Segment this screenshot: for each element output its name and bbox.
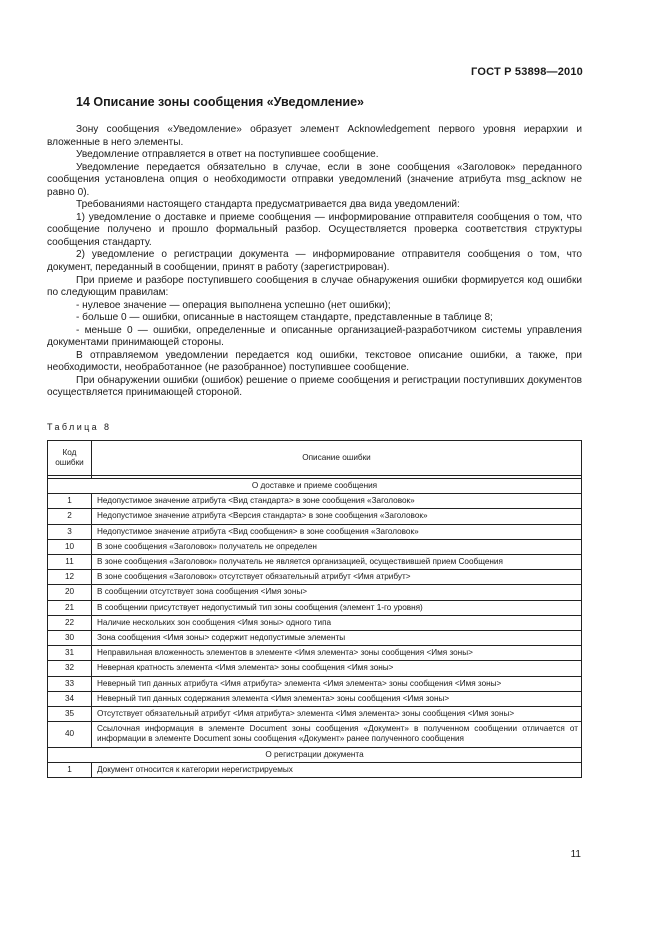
group-title-delivery: О доставке и приеме сообщения bbox=[48, 479, 582, 494]
error-code-cell: 12 bbox=[48, 570, 92, 585]
error-description-cell: В зоне сообщения «Заголовок» получатель не определен bbox=[92, 539, 582, 554]
paragraph: В отправляемом уведомлении передается код ошибки, текстовое описание ошибки, а также, при необходимости, необработанное (не разобранное) поступившее сообщение. bbox=[47, 349, 582, 374]
error-description-cell: В сообщении отсутствует зона сообщения <Имя зоны> bbox=[92, 585, 582, 600]
paragraph: 1) уведомление о доставке и приеме сообщения — информирование отправителя сообщения о том, что сообщение получено и прошло формальный разбор. Осуществляется проверка соответствия структуры сообщения стандарту. bbox=[47, 211, 582, 248]
error-code-cell: 2 bbox=[48, 509, 92, 524]
table-row bbox=[48, 494, 582, 509]
paragraph: 2) уведомление о регистрации документа — информирование отправителя сообщения о том, что документ, переданный в сообщении, принят в работу (зарегистрирован). bbox=[47, 249, 582, 274]
table-caption: Таблица 8 bbox=[47, 422, 112, 432]
list-item: - меньше 0 — ошибки, определенные и описанные организацией-разработчиком системы управления документами принимающей стороны. bbox=[47, 324, 582, 349]
error-code-cell: 1 bbox=[48, 494, 92, 509]
error-description-cell: Неверная кратность элемента <Имя элемента> зоны сообщения <Имя зоны> bbox=[92, 661, 582, 676]
error-code-cell: 33 bbox=[48, 676, 92, 691]
error-code-cell: 31 bbox=[48, 646, 92, 661]
table-row bbox=[48, 509, 582, 524]
table-row bbox=[48, 539, 582, 554]
error-code-cell: 35 bbox=[48, 707, 92, 722]
error-description-cell: Отсутствует обязательный атрибут <Имя атрибута> элемента <Имя элемента> зоны сообщения <Имя зоны> bbox=[92, 707, 582, 722]
error-code-cell: 32 bbox=[48, 661, 92, 676]
body-text bbox=[47, 124, 582, 400]
table-row bbox=[48, 722, 582, 747]
error-description-cell: Неверный тип данных атрибута <Имя атрибута> элемента <Имя элемента> зоны сообщения <Имя зоны> bbox=[92, 676, 582, 691]
error-codes-table bbox=[47, 440, 582, 778]
error-description-cell: Ссылочная информация в элементе Document зоны сообщения «Документ» в полученном сообщении отличается от информации в элементе Document зоны сообщения «Документ» ранее полученного сообщения bbox=[92, 722, 582, 747]
paragraph: Требованиями настоящего стандарта предусматривается два вида уведомлений: bbox=[76, 199, 460, 211]
group-title-registration: О регистрации документа bbox=[48, 747, 582, 762]
error-description-cell: Документ относится к категории нерегистрируемых bbox=[92, 762, 582, 777]
table-row bbox=[48, 585, 582, 600]
table-group-row bbox=[48, 479, 582, 494]
list-item: - нулевое значение — операция выполнена успешно (нет ошибки); bbox=[76, 299, 391, 311]
error-description-cell: Недопустимое значение атрибута <Вид сообщения> в зоне сообщения «Заголовок» bbox=[92, 524, 582, 539]
table-row bbox=[48, 631, 582, 646]
paragraph: Уведомление отправляется в ответ на поступившее сообщение. bbox=[76, 149, 379, 161]
table-row bbox=[48, 555, 582, 570]
page-number: 11 bbox=[570, 849, 581, 860]
error-code-cell: 30 bbox=[48, 631, 92, 646]
table-row bbox=[48, 707, 582, 722]
error-code-cell: 1 bbox=[48, 762, 92, 777]
table-row bbox=[48, 676, 582, 691]
error-code-cell: 34 bbox=[48, 691, 92, 706]
error-code-cell: 21 bbox=[48, 600, 92, 615]
table-row bbox=[48, 524, 582, 539]
table-row bbox=[48, 661, 582, 676]
section-title: 14 Описание зоны сообщения «Уведомление» bbox=[76, 95, 364, 109]
table-row bbox=[48, 615, 582, 630]
column-header-code: Код ошибки bbox=[48, 441, 92, 476]
error-description-cell: Недопустимое значение атрибута <Версия стандарта> в зоне сообщения «Заголовок» bbox=[92, 509, 582, 524]
standard-code: ГОСТ Р 53898—2010 bbox=[471, 66, 583, 78]
table-group-row bbox=[48, 747, 582, 762]
error-description-cell: Неправильная вложенность элементов в элементе <Имя элемента> зоны сообщения <Имя зоны> bbox=[92, 646, 582, 661]
error-code-cell: 3 bbox=[48, 524, 92, 539]
paragraph: При приеме и разборе поступившего сообщения в случае обнаружения ошибки формируется код ошибки по следующим правилам: bbox=[47, 274, 582, 299]
error-description-cell: В зоне сообщения «Заголовок» отсутствует обязательный атрибут <Имя атрибут> bbox=[92, 570, 582, 585]
error-code-cell: 22 bbox=[48, 615, 92, 630]
list-item: - больше 0 — ошибки, описанные в настоящем стандарте, представленные в таблице 8; bbox=[76, 312, 493, 324]
error-description-cell: В сообщении присутствует недопустимый тип зоны сообщения (элемент 1-го уровня) bbox=[92, 600, 582, 615]
error-description-cell: Недопустимое значение атрибута <Вид стандарта> в зоне сообщения «Заголовок» bbox=[92, 494, 582, 509]
column-header-description: Описание ошибки bbox=[92, 441, 582, 476]
table-row bbox=[48, 646, 582, 661]
error-code-cell: 40 bbox=[48, 722, 92, 747]
error-code-cell: 10 bbox=[48, 539, 92, 554]
table-header-row bbox=[48, 441, 582, 476]
error-description-cell: Неверный тип данных содержания элемента <Имя элемента> зоны сообщения <Имя зоны> bbox=[92, 691, 582, 706]
error-code-cell: 11 bbox=[48, 555, 92, 570]
error-description-cell: В зоне сообщения «Заголовок» получатель не является организацией, осуществившей прием Сообщения bbox=[92, 555, 582, 570]
paragraph: Уведомление передается обязательно в случае, если в зоне сообщения «Заголовок» переданного сообщения установлена опция о необходимости отправки уведомлений (значение атрибута msg_acknow не равно 0). bbox=[47, 161, 582, 198]
table-row bbox=[48, 762, 582, 777]
error-description-cell: Зона сообщения <Имя зоны> содержит недопустимые элементы bbox=[92, 631, 582, 646]
error-code-cell: 20 bbox=[48, 585, 92, 600]
paragraph: Зону сообщения «Уведомление» образует элемент Acknowledgement первого уровня иерархии и вложенные в него элементы. bbox=[47, 124, 582, 148]
error-description-cell: Наличие нескольких зон сообщения <Имя зоны> одного типа bbox=[92, 615, 582, 630]
table-row bbox=[48, 570, 582, 585]
table-row bbox=[48, 600, 582, 615]
table-row bbox=[48, 691, 582, 706]
paragraph: При обнаружении ошибки (ошибок) решение о приеме сообщения и регистрации поступивших документов осуществляется принимающей стороной. bbox=[47, 374, 582, 399]
